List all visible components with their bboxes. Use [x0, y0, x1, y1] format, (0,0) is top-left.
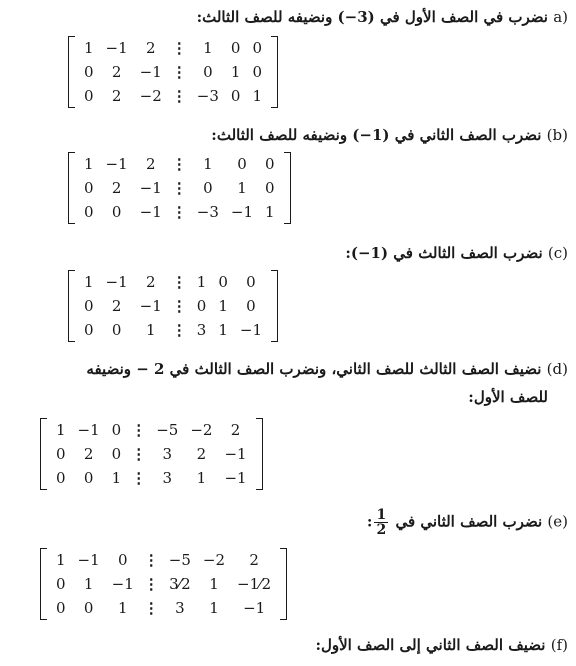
cell: 1	[117, 599, 128, 617]
fraction-one-half	[374, 508, 388, 537]
cell: 3⁄2	[169, 575, 191, 593]
step-b-text: نضرب الصف الثاني في (1−) ونضيفه للصف الثالث:	[211, 126, 542, 144]
cell: −1	[77, 551, 100, 569]
matrix-row	[78, 294, 268, 318]
cell: −2	[139, 87, 162, 105]
matrix-row	[50, 548, 277, 572]
cell: 0	[111, 203, 122, 221]
matrix-row	[78, 176, 281, 200]
cell: 3	[196, 321, 207, 339]
cell: 1	[83, 575, 94, 593]
cell: 2	[111, 179, 122, 197]
cell: 0	[246, 273, 256, 291]
right-bracket	[271, 270, 278, 342]
matrix-d-table	[50, 418, 253, 490]
step-c-instruction	[8, 240, 568, 266]
matrix-row	[50, 418, 253, 442]
cell: −3	[196, 203, 219, 221]
matrix-row	[78, 200, 281, 224]
matrix-a-table	[78, 36, 268, 108]
separator: ⋮	[171, 203, 187, 221]
step-e-instruction	[8, 508, 568, 537]
left-bracket	[68, 152, 75, 224]
cell: 0	[84, 321, 94, 339]
matrix-row	[78, 84, 268, 108]
matrix-b	[68, 152, 291, 224]
matrix-row	[50, 572, 277, 596]
cell: −1	[239, 321, 263, 339]
cell: 2	[145, 273, 156, 291]
cell: 0	[84, 297, 94, 315]
cell: 1	[196, 469, 207, 487]
cell: −1	[230, 203, 254, 221]
fraction-numerator: 1	[376, 507, 387, 523]
cell: −2	[202, 551, 226, 569]
step-d-label: (d)	[546, 360, 568, 378]
left-bracket	[68, 270, 75, 342]
step-e-label: (e)	[547, 512, 568, 531]
cell: 0	[117, 551, 128, 569]
cell: 2	[249, 551, 259, 569]
cell: 1	[111, 469, 122, 487]
cell: −1	[139, 179, 162, 197]
cell: −3	[196, 87, 219, 105]
cell: 2	[145, 39, 156, 57]
cell: 1	[203, 155, 213, 173]
cell: 2	[196, 445, 207, 463]
cell: −1	[139, 63, 162, 81]
cell: 1	[209, 599, 219, 617]
matrix-row	[50, 442, 253, 466]
cell: 0	[84, 63, 94, 81]
cell: −1	[77, 421, 100, 439]
cell: −1	[111, 575, 134, 593]
cell: 0	[83, 469, 94, 487]
cell: 0	[56, 599, 66, 617]
matrix-row	[50, 596, 277, 620]
separator: ⋮	[171, 63, 187, 81]
separator: ⋮	[143, 575, 159, 593]
cell: 1	[218, 297, 228, 315]
matrix-row	[78, 318, 268, 342]
separator: ⋮	[171, 155, 187, 173]
cell: −5	[168, 551, 191, 569]
cell: 1	[84, 273, 94, 291]
separator: ⋮	[171, 297, 187, 315]
cell: 0	[196, 297, 207, 315]
step-f-text: نضيف الصف الثاني إلى الصف الأول:	[315, 636, 546, 654]
cell: 1	[56, 421, 66, 439]
cell: 2	[111, 63, 122, 81]
cell: 1	[56, 551, 66, 569]
right-bracket	[256, 418, 263, 490]
cell: 0	[56, 469, 66, 487]
cell: 0	[111, 321, 122, 339]
separator: ⋮	[143, 599, 159, 617]
left-bracket	[40, 548, 47, 620]
cell: 2	[111, 87, 122, 105]
cell: 1	[230, 63, 241, 81]
cell: 0	[246, 297, 256, 315]
cell: 2	[145, 155, 156, 173]
cell: −1	[139, 203, 162, 221]
step-c-label: (c)	[547, 244, 568, 262]
cell: −1	[105, 273, 128, 291]
cell: −1	[224, 469, 247, 487]
step-f-label: (f)	[550, 636, 568, 654]
left-bracket	[68, 36, 75, 108]
cell: 0	[203, 63, 213, 81]
matrix-row	[78, 60, 268, 84]
cell: 1	[237, 179, 247, 197]
matrix-b-table	[78, 152, 281, 224]
separator: ⋮	[131, 445, 147, 463]
step-a-text: نضرب في الصف الأول في (3−) ونضيفه للصف الثالث:	[196, 8, 548, 26]
step-d-text-2: للصف الأول:	[468, 388, 548, 406]
step-b-label: (b)	[546, 126, 568, 144]
matrix-row	[78, 36, 268, 60]
cell: 0	[230, 87, 241, 105]
left-bracket	[40, 418, 47, 490]
cell: −1⁄2	[237, 575, 272, 593]
cell: 3	[162, 469, 173, 487]
step-e-text: نضرب الصف الثاني في	[395, 512, 543, 531]
cell: 0	[252, 39, 263, 57]
cell: 0	[237, 155, 247, 173]
cell: −1	[105, 39, 128, 57]
cell: −1	[105, 155, 128, 173]
step-c-text: نضرب الصف الثالث في (1−):	[345, 244, 543, 262]
cell: −1	[224, 445, 247, 463]
cell: 0	[56, 575, 66, 593]
cell: 0	[265, 179, 275, 197]
cell: 2	[83, 445, 94, 463]
cell: 0	[265, 155, 275, 173]
separator: ⋮	[171, 39, 187, 57]
matrix-row	[78, 152, 281, 176]
step-a-instruction	[8, 4, 568, 30]
matrix-c-table	[78, 270, 268, 342]
cell: 0	[203, 179, 213, 197]
separator: ⋮	[131, 469, 147, 487]
cell: 1	[209, 575, 219, 593]
cell: 0	[83, 599, 94, 617]
separator: ⋮	[171, 321, 187, 339]
cell: 1	[196, 273, 207, 291]
step-b-instruction	[8, 122, 568, 148]
separator: ⋮	[171, 273, 187, 291]
cell: 0	[84, 179, 94, 197]
step-d-text: نضيف الصف الثالث للصف الثاني، ونضرب الصف الثالث في 2 − ونضيفه	[86, 360, 542, 378]
step-e-colon: :	[366, 512, 373, 531]
right-bracket	[284, 152, 291, 224]
cell: 3	[162, 445, 173, 463]
matrix-row	[78, 270, 268, 294]
cell: −1	[139, 297, 162, 315]
cell: −1	[243, 599, 266, 617]
cell: 0	[111, 421, 122, 439]
cell: 1	[252, 87, 263, 105]
matrix-d	[40, 418, 263, 490]
cell: 0	[111, 445, 122, 463]
cell: 1	[218, 321, 228, 339]
cell: 0	[84, 87, 94, 105]
right-bracket	[271, 36, 278, 108]
cell: 1	[84, 39, 94, 57]
right-bracket	[280, 548, 287, 620]
cell: 2	[230, 421, 241, 439]
step-d-instruction	[8, 356, 568, 382]
cell: −2	[190, 421, 213, 439]
cell: −5	[156, 421, 179, 439]
fraction-denominator: 2	[376, 522, 387, 538]
cell: 0	[84, 203, 94, 221]
cell: 1	[203, 39, 213, 57]
separator: ⋮	[171, 179, 187, 197]
cell: 1	[145, 321, 156, 339]
step-f-instruction	[8, 632, 568, 658]
cell: 3	[175, 599, 185, 617]
cell: 0	[218, 273, 228, 291]
cell: 1	[84, 155, 94, 173]
matrix-e-table	[50, 548, 277, 620]
separator: ⋮	[171, 87, 187, 105]
cell: 2	[111, 297, 122, 315]
step-a-label: (a	[553, 8, 568, 26]
matrix-e	[40, 548, 287, 620]
separator: ⋮	[143, 551, 159, 569]
cell: 0	[252, 63, 263, 81]
matrix-a	[68, 36, 278, 108]
cell: 0	[56, 445, 66, 463]
separator: ⋮	[131, 421, 147, 439]
matrix-row	[50, 466, 253, 490]
cell: 1	[265, 203, 275, 221]
step-d-instruction-continued	[8, 384, 548, 410]
matrix-c	[68, 270, 278, 342]
cell: 0	[230, 39, 241, 57]
